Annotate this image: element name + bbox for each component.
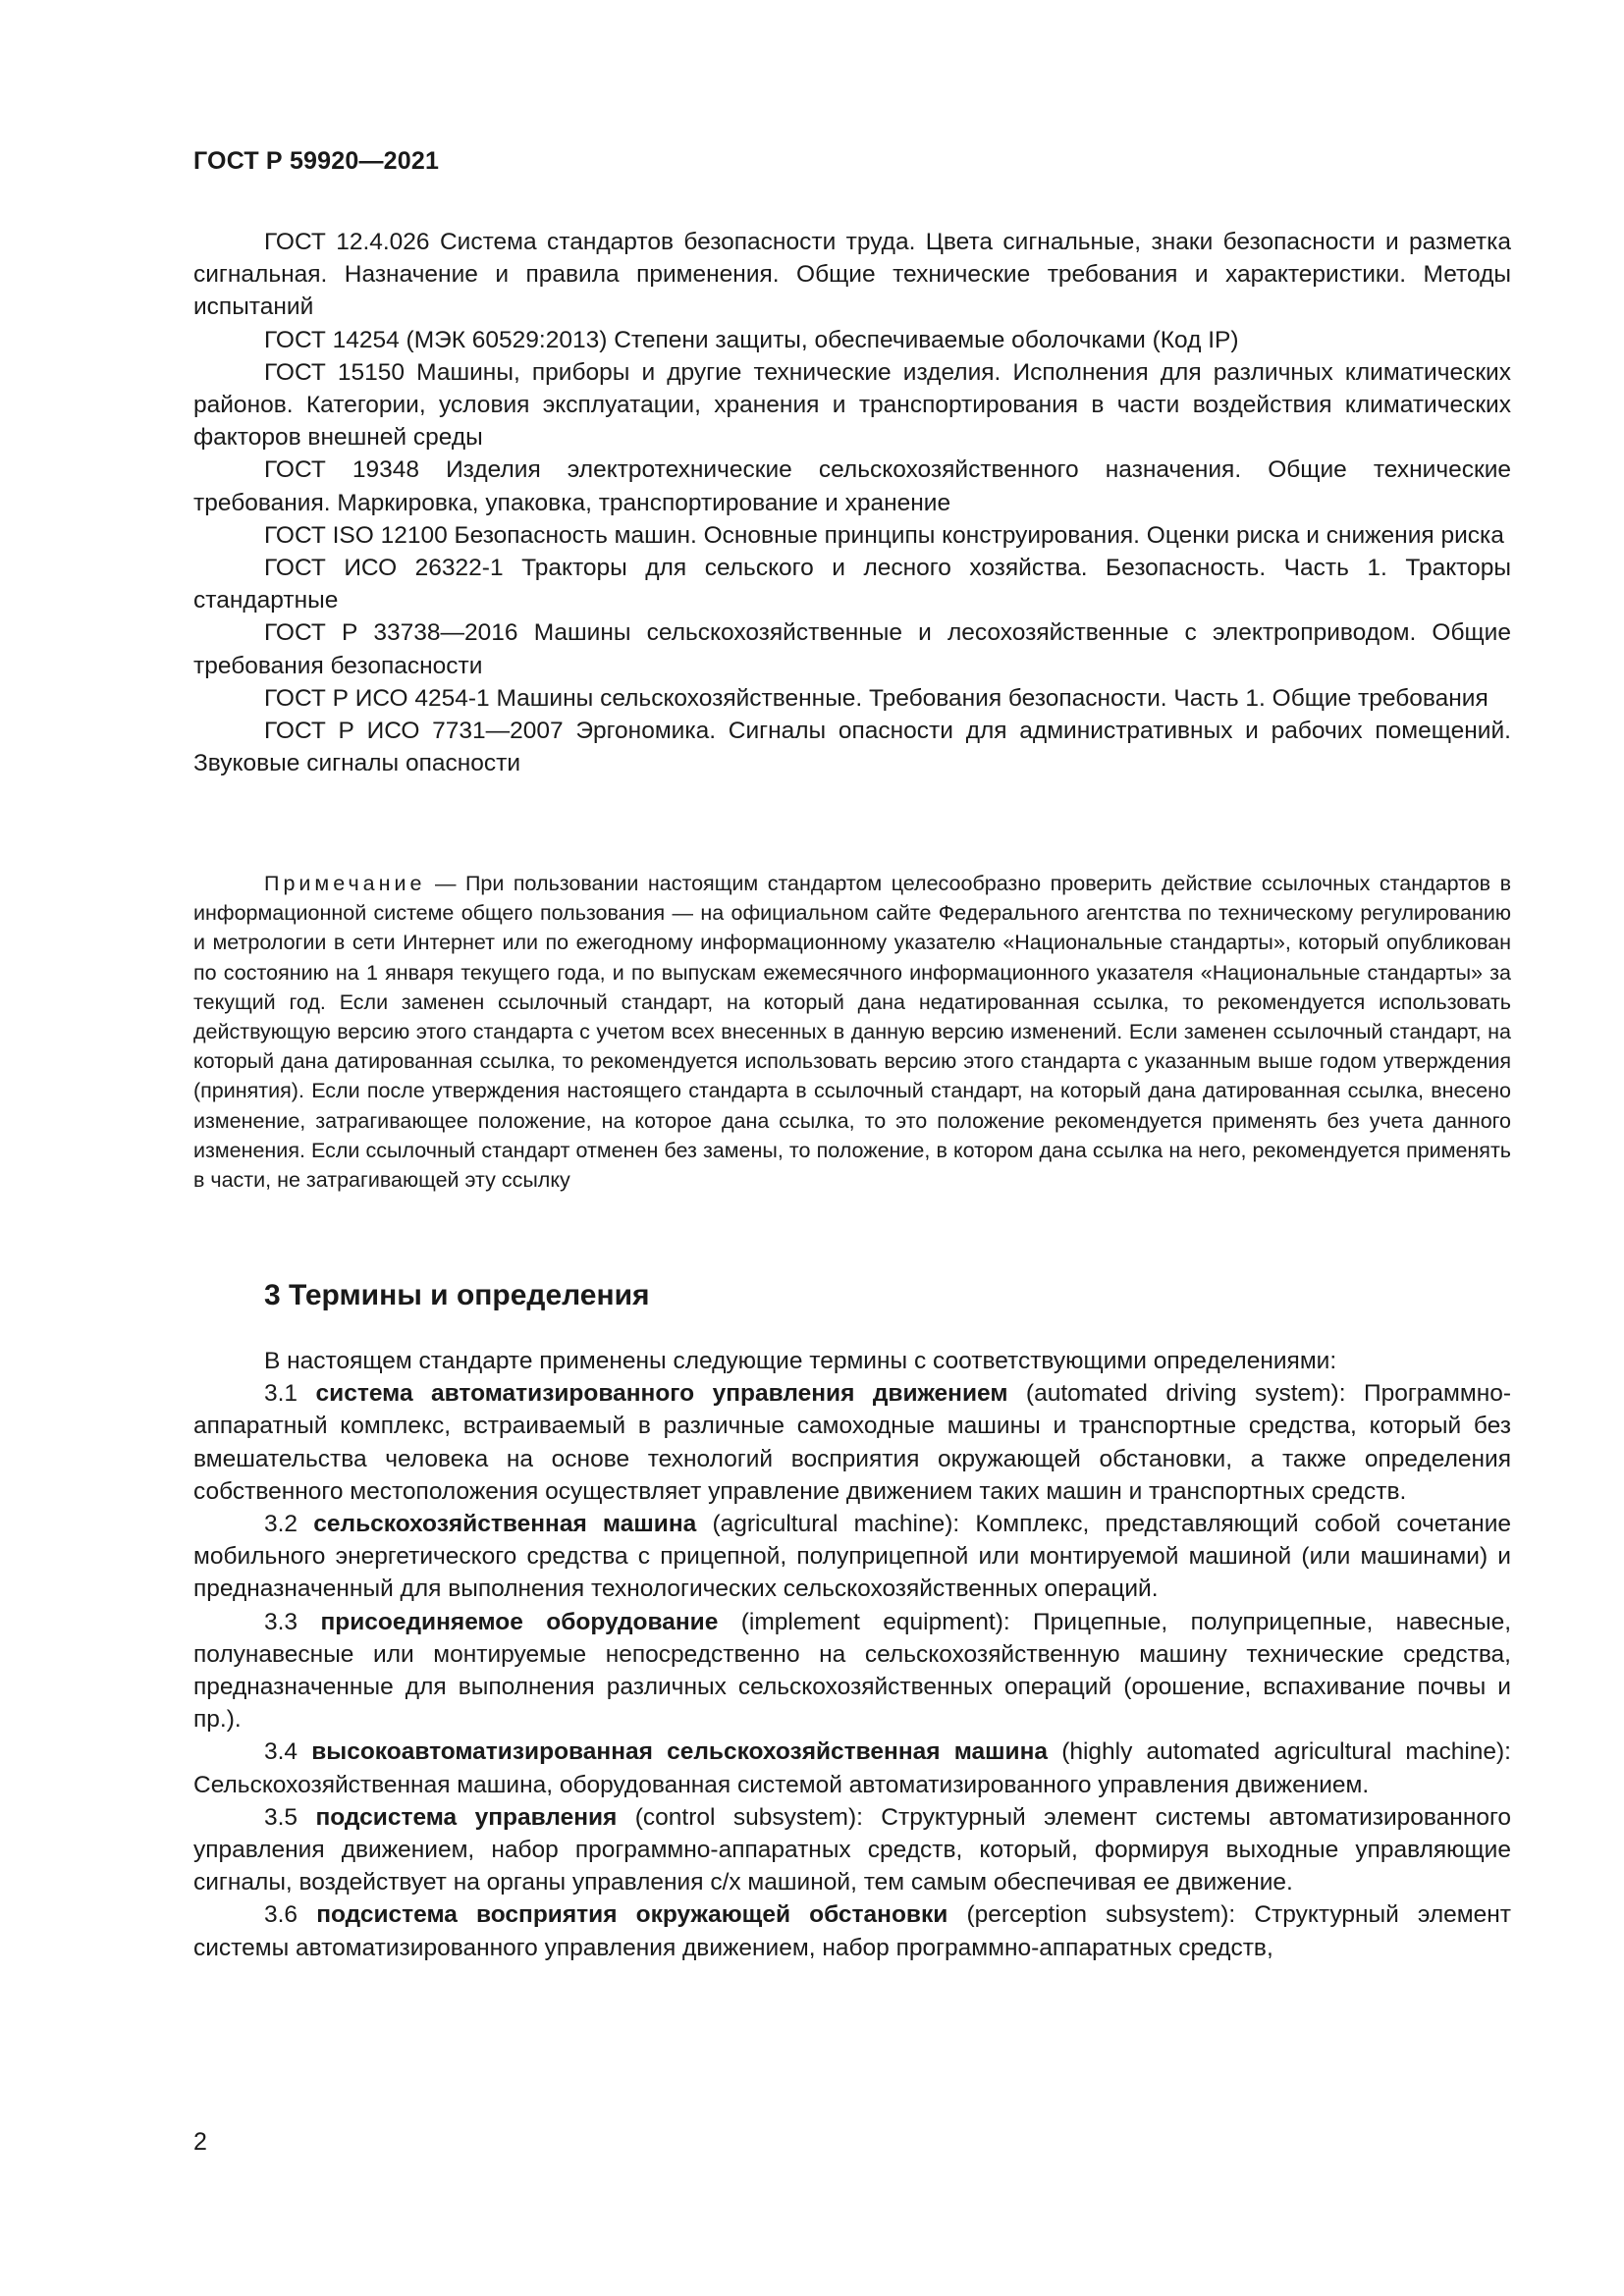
- term-entry: [193, 1898, 1511, 1963]
- term-number: 3.3: [264, 1608, 298, 1635]
- reference-item: ГОСТ Р ИСО 4254-1 Машины сельскохозяйственные. Требования безопасности. Часть 1. Общие требования: [264, 684, 1489, 712]
- term-name: присоединяемое оборудование: [320, 1608, 719, 1635]
- term-name: сельскохозяйственная машина: [313, 1511, 697, 1538]
- term-number: 3.1: [264, 1380, 298, 1408]
- normative-references: [193, 226, 1511, 779]
- document-header: ГОСТ Р 59920—2021: [193, 147, 440, 175]
- term-entry: [193, 1508, 1511, 1606]
- reference-item: ГОСТ Р 33738—2016 Машины сельскохозяйственные и лесохозяйственные с электроприводом. Общие требования безопасности: [193, 619, 1511, 679]
- term-name: высокоавтоматизированная сельскохозяйственная машина: [311, 1738, 1049, 1766]
- term-entry: [193, 1735, 1511, 1800]
- term-number: 3.6: [264, 1901, 298, 1929]
- term-number: 3.2: [264, 1511, 298, 1538]
- references-note: [193, 869, 1511, 1195]
- term-entry: [193, 1606, 1511, 1736]
- term-definition: (control subsystem): Структурный элемент системы автоматизированного управления движением, набор программно-аппаратных средств, который, формируя выходные управляющие сигналы, воздействует на органы управления с/х машиной, тем самым обеспечивая ее движение.: [193, 1803, 1511, 1896]
- note-text: — При пользовании настоящим стандартом целесообразно проверить действие ссылочных стандартов в информационной системе общего пользования — на официальном сайте Федерального агентства по техническому регулированию и метрологии в сети Интернет или по ежегодному информационному указателю «Национальные стандарты», который опубликован по состоянию на 1 января текущего года, и по выпускам ежемесячного информационного указателя «Национальные стандарты» за текущий год. Если заменен ссылочный стандарт, на который дана недатированная ссылка, то рекомендуется использовать действующую версию этого стандарта с учетом всех внесенных в данную версию изменений. Если заменен ссылочный стандарт, на который дана датированная ссылка, то рекомендуется использовать версию этого стандарта с указанным выше годом утверждения (принятия). Если после утверждения настоящего стандарта в ссылочный стандарт, на который дана датированная ссылка, внесено изменение, затрагивающее положение, на которое дана ссылка, то это положение рекомендуется применять без учета данного изменения. Если ссылочный стандарт отменен без замены, то положение, в котором дана ссылка на него, рекомендуется применять в части, не затрагивающей эту ссылку: [193, 872, 1511, 1193]
- term-name: подсистема управления: [315, 1803, 618, 1831]
- reference-item: ГОСТ 15150 Машины, приборы и другие технические изделия. Исполнения для различных климатических районов. Категории, условия эксплуатации, хранения и транспортирования в части воздействия климатических факторов внешней среды: [193, 358, 1511, 452]
- term-definition: (agricultural machine): Комплекс, представляющий собой сочетание мобильного энергетического средства с прицепной, полуприцепной или монтируемой машиной (или машинами) и предназначенный для выполнения технологических сельскохозяйственных операций.: [193, 1511, 1512, 1603]
- reference-item: ГОСТ 19348 Изделия электротехнические сельскохозяйственного назначения. Общие технические требования. Маркировка, упаковка, транспортирование и хранение: [193, 456, 1511, 516]
- term-definition: (implement equipment): Прицепные, полуприцепные, навесные, полунавесные или монтируемые непосредственно на сельскохозяйственную машину технические средства, предназначенные для выполнения различных сельскохозяйственных операций (орошение, вспахивание почвы и пр.).: [193, 1608, 1512, 1734]
- term-name: подсистема восприятия окружающей обстановки: [316, 1901, 948, 1929]
- terms-list: [193, 1345, 1511, 1964]
- reference-item: ГОСТ 14254 (МЭК 60529:2013) Степени защиты, обеспечиваемые оболочками (Код IP): [264, 326, 1239, 353]
- reference-item: ГОСТ ISO 12100 Безопасность машин. Основные принципы конструирования. Оценки риска и снижения риска: [264, 521, 1504, 549]
- term-number: 3.5: [264, 1803, 298, 1831]
- section-title: 3 Термины и определения: [264, 1279, 650, 1311]
- page-number: 2: [193, 2128, 207, 2156]
- term-definition: (automated driving system): Программно-аппаратный комплекс, встраиваемый в различные самоходные машины и транспортные средства, который без вмешательства человека на основе технологий восприятия окружающей обстановки, а также определения собственного местоположения осуществляет управление движением таких машин и транспортных средств.: [193, 1380, 1512, 1505]
- reference-item: ГОСТ Р ИСО 7731—2007 Эргономика. Сигналы опасности для административных и рабочих помещений. Звуковые сигналы опасности: [193, 718, 1511, 777]
- terms-intro: В настоящем стандарте применены следующие термины с соответствующими определениями:: [264, 1348, 1337, 1374]
- term-number: 3.4: [264, 1738, 298, 1766]
- reference-item: ГОСТ ИСО 26322-1 Тракторы для сельского и лесного хозяйства. Безопасность. Часть 1. Тракторы стандартные: [193, 555, 1511, 614]
- term-entry: [193, 1377, 1511, 1508]
- note-label: Примечание: [264, 872, 426, 895]
- term-definition: (highly automated agricultural machine): Сельскохозяйственная машина, оборудованная системой автоматизированного управления движением.: [193, 1738, 1511, 1798]
- term-name: система автоматизированного управления движением: [315, 1380, 1008, 1408]
- term-entry: [193, 1801, 1511, 1899]
- reference-item: ГОСТ 12.4.026 Система стандартов безопасности труда. Цвета сигнальные, знаки безопасности и разметка сигнальная. Назначение и правила применения. Общие технические требования и характеристики. Методы испытаний: [193, 229, 1511, 321]
- term-definition: (perception subsystem): Структурный элемент системы автоматизированного управления движением, набор программно-аппаратных средств,: [193, 1901, 1511, 1961]
